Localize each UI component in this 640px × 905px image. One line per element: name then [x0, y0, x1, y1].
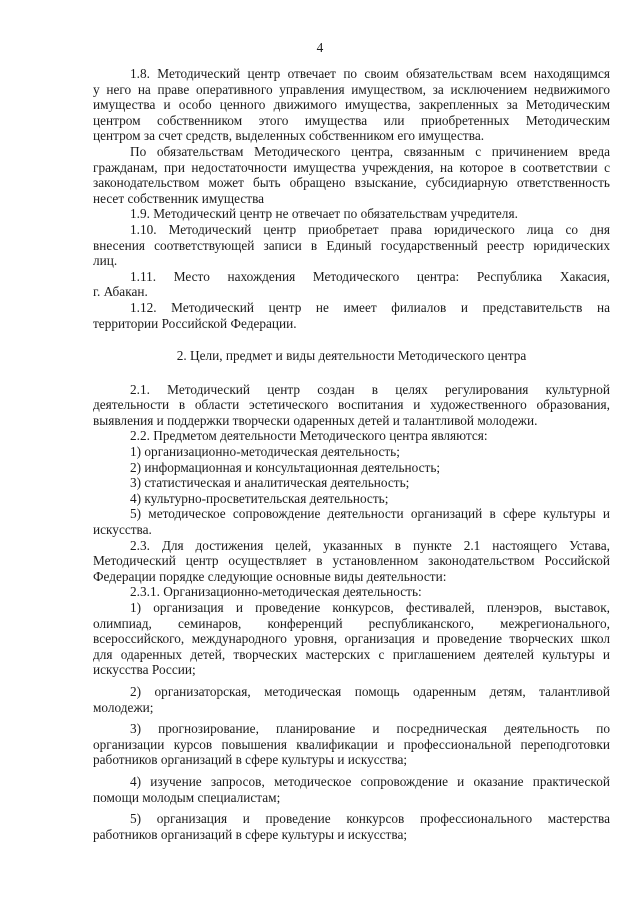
text-line: территории Российской Федерации. [93, 315, 297, 331]
paragraph-2-2 [93, 428, 610, 444]
text-line: 3) прогнозирование, планирование и посредническая деятельность по [130, 721, 610, 737]
document-body [93, 66, 610, 842]
text-line: 1.12. Методический центр не имеет филиалов и представительств на [130, 299, 610, 315]
text-line: 1.10. Методический центр приобретает права юридического лица со дня [130, 221, 610, 237]
text-line: организации курсов повышения квалификации и профессиональной переподготовки [93, 736, 610, 752]
text-line: По обязательствам Методического центра, связанным с причинением вреда [130, 143, 610, 159]
page-number: 4 [316, 40, 324, 55]
text-line: искусства. [93, 522, 152, 538]
text-line: олимпиад, семинаров, конференций республиканского, межрегионального, [93, 615, 610, 631]
text-line: лиц. [93, 253, 118, 269]
text-line: 2.1. Методический центр создан в целях регулирования культурной [130, 381, 610, 397]
text-line: г. Абакан. [93, 284, 148, 300]
text-line: работников организаций в сфере культуры и искусства; [93, 826, 408, 842]
list-item: 2) информационная и консультационная деятельность; [130, 459, 441, 475]
subject-list [93, 444, 610, 506]
text-line: для одаренных детей, творческих мастерских с приглашением деятелей культуры и [93, 646, 610, 662]
text-line: законодательством может быть обращено взыскание, субсидиарную ответственность [93, 175, 610, 191]
text-line: деятельности в области эстетического воспитания и художественного образования, [93, 397, 610, 413]
text-line: внесения соответствующей записи в Единый государственный реестр юридических [93, 237, 610, 253]
list-item-5 [93, 506, 610, 537]
text-line: 2.2. Предметом деятельности Методического центра являются: [130, 428, 488, 444]
text-line: помощи молодым специалистам; [93, 789, 281, 805]
activity-3 [93, 721, 610, 768]
paragraph-1-12 [93, 300, 610, 331]
paragraph-2-3 [93, 538, 610, 585]
text-line: 1.9. Методический центр не отвечает по обязательствам учредителя. [130, 206, 518, 222]
paragraph-2-1 [93, 382, 610, 429]
text-line: Методический центр осуществляет в установленном законодательством Российской [93, 553, 610, 569]
list-item: 1) организационно-методическая деятельность; [130, 444, 400, 460]
text-line: у него на праве оперативного управления имуществом, за исключением недвижимого [93, 81, 610, 97]
text-line: 1) организация и проведение конкурсов, фестивалей, пленэров, выставок, [130, 600, 610, 615]
list-item: 4) культурно-просветительская деятельность; [130, 490, 389, 506]
text-line: искусства России; [93, 662, 196, 678]
paragraph-1-9 [93, 206, 610, 222]
text-line: 5) методическое сопровождение деятельности организаций в сфере культуры и [130, 506, 610, 522]
text-line: имущества и особо ценного движимого имущества, закрепленных за Методическим [93, 97, 610, 113]
text-line: молодежи; [93, 699, 154, 715]
paragraph-1-10 [93, 222, 610, 269]
activity-2 [93, 684, 610, 715]
section-heading: 2. Цели, предмет и виды деятельности Методического центра [176, 348, 527, 364]
text-line: 1.8. Методический центр отвечает по своим обязательствам всем находящимся [130, 66, 610, 81]
text-line: 1.11. Место нахождения Методического центра: Республика Хакасия, [130, 268, 610, 284]
activity-4 [93, 774, 610, 805]
text-line: центром за счет средств, выделенных собственником его имущества. [93, 128, 485, 144]
activity-5 [93, 811, 610, 842]
text-line: всероссийского, международного уровня, организация и проведение творческих школ [93, 631, 610, 647]
paragraph-obligations [93, 144, 610, 206]
text-line: 2.3. Для достижения целей, указанных в пункте 2.1 настоящего Устава, [130, 537, 610, 553]
text-line: выявления и поддержки творчески одаренных детей и талантливой молодежи. [93, 412, 538, 428]
text-line: 4) изучение запросов, методическое сопровождение и оказание практической [130, 773, 610, 789]
activity-1 [93, 600, 610, 678]
paragraph-1-11 [93, 269, 610, 300]
paragraph-1-8 [93, 66, 610, 144]
paragraph-2-3-1 [93, 584, 610, 600]
text-line: работников организаций в сфере культуры и искусства; [93, 752, 408, 768]
text-line: 2) организаторская, методическая помощь одаренным детям, талантливой [130, 683, 610, 699]
text-line: 5) организация и проведение конкурсов профессионального мастерства [130, 811, 610, 827]
text-line: гражданам, при недостаточности имущества учреждения, на которое в соответствии с [93, 159, 610, 175]
text-line: Федерации порядке следующие основные виды деятельности: [93, 568, 447, 584]
text-line: 2.3.1. Организационно-методическая деятельность: [130, 584, 422, 600]
text-line: несет собственник имущества [93, 190, 265, 206]
text-line: центром собственником этого имущества или приобретенных Методическим [93, 112, 610, 128]
list-item: 3) статистическая и аналитическая деятельность; [130, 475, 410, 491]
